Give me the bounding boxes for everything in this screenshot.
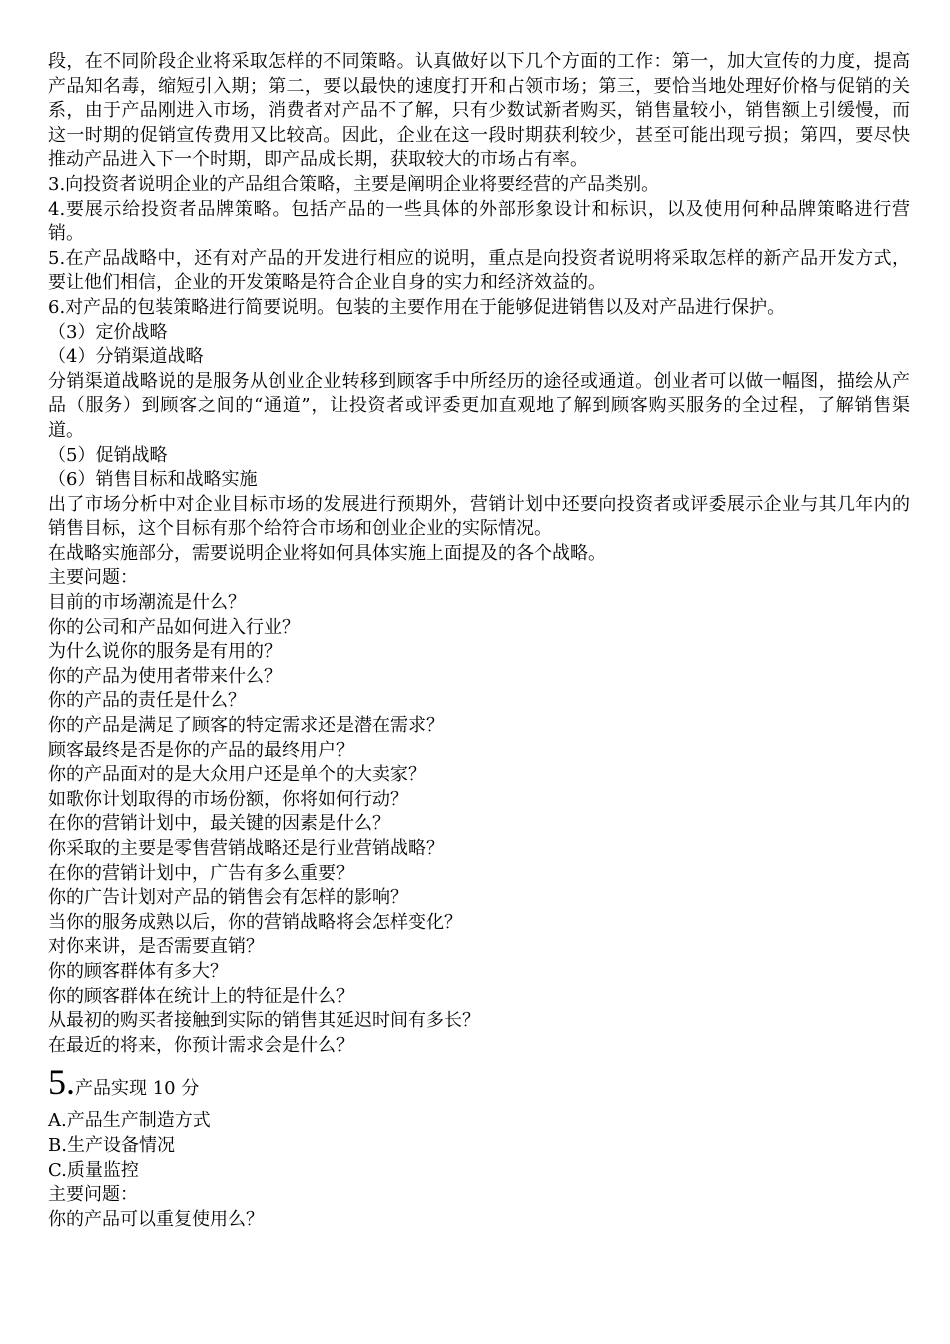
list-item: 你的顾客群体在统计上的特征是什么？ [48, 985, 354, 1007]
list-item: 在你的营销计划中，广告有多么重要？ [48, 862, 354, 884]
list-item: 顾客最终是否是你的产品的最终用户？ [48, 739, 354, 761]
document-page [48, 50, 910, 1232]
list-item: 当你的服务成熟以后，你的营销战略将会怎样变化？ [48, 911, 462, 933]
distribution-paragraph: 分销渠道战略说的是服务从创业企业转移到顾客手中所经历的途径或通道。创业者可以做一幅图，描绘从产品（服务）到顾客之间的“通道”，让投资者或评委更加直观地了解到顾客购买服务的全过程，了解销售渠道。 [48, 370, 910, 441]
sales-target-paragraph: 出了市场分析中对企业目标市场的发展进行预期外，营销计划中还要向投资者或评委展示企业与其几年内的销售目标，这个目标有那个给符合市场和创业企业的实际情况。 [48, 493, 910, 540]
strategy-item-6: 6.对产品的包装策略进行简要说明。包装的主要作用在于能够促进销售以及对产品进行保护。 [48, 296, 786, 318]
list-item: 你的产品可以重复使用么？ [48, 1208, 264, 1230]
strategy-item-4: 4.要展示给投资者品牌策略。包括产品的一些具体的外部形象设计和标识，以及使用何种品牌策略进行营销。 [48, 198, 910, 245]
strategy-item-5: 5.在产品战略中，还有对产品的开发进行相应的说明，重点是向投资者说明将采取怎样的新产品开发方式，要让他们相信，企业的开发策略是符合企业自身的实力和经济效益的。 [48, 247, 910, 294]
strategy-item-3: 3.向投资者说明企业的产品组合策略，主要是阐明企业将要经营的产品类别。 [48, 173, 660, 195]
section-5-main-questions-label: 主要问题： [48, 1184, 138, 1206]
list-item: 你的顾客群体有多大？ [48, 960, 228, 982]
list-item: 为什么说你的服务是有用的？ [48, 641, 282, 663]
questions-list [48, 591, 910, 1058]
list-item: 从最初的购买者接触到实际的销售其延迟时间有多长？ [48, 1010, 480, 1032]
section-5-item-b: B.生产设备情况 [48, 1134, 175, 1156]
section-5-item-a: A.产品生产制造方式 [48, 1110, 211, 1132]
heading-distribution: （4）分销渠道战略 [48, 346, 204, 368]
heading-pricing: （3）定价战略 [48, 321, 168, 343]
list-item: 目前的市场潮流是什么？ [48, 592, 246, 614]
list-item: 在你的营销计划中，最关键的因素是什么？ [48, 813, 390, 835]
list-item: 你采取的主要是零售营销战略还是行业营销战略？ [48, 838, 444, 859]
heading-promotion: （5）促销战略 [48, 444, 168, 466]
list-item: 你的公司和产品如何进入行业？ [48, 616, 300, 638]
list-item: 你的广告计划对产品的销售会有怎样的影响？ [48, 887, 408, 909]
list-item: 在最近的将来，你预计需求会是什么？ [48, 1034, 354, 1056]
section-5-item-c: C.质量监控 [48, 1159, 139, 1181]
heading-sales-target: （6）销售目标和战略实施 [48, 469, 258, 491]
list-item: 如歌你计划取得的市场份额，你将如何行动？ [48, 788, 408, 810]
list-item: 你的产品是满足了顾客的特定需求还是潜在需求？ [48, 715, 444, 737]
list-item: 对你来讲，是否需要直销？ [48, 936, 264, 958]
list-item: 你的产品为使用者带来什么？ [48, 665, 282, 687]
strategy-implementation-paragraph: 在战略实施部分，需要说明企业将如何具体实施上面提及的各个战略。 [48, 542, 606, 564]
main-questions-label: 主要问题： [48, 567, 138, 589]
section-5-heading [48, 1062, 910, 1109]
section-5-number: 5. [48, 1062, 75, 1103]
intro-paragraph: 段，在不同阶段企业将采取怎样的不同策略。认真做好以下几个方面的工作：第一，加大宣传的力度，提高产品知名毒，缩短引入期；第二，要以最快的速度打开和占领市场；第三，要恰当地处理好价格与促销的关系，由于产品刚进入市场，消费者对产品不了解，只有少数试新者购买，销售量较小，销售额上引缓慢，而这一时期的促销宣传费用又比较高。因此，企业在这一段时期获利较少，甚至可能出现亏损；第四，要尽快推动产品进入下一个时期，即产品成长期，获取较大的市场占有率。 [48, 51, 910, 171]
list-item: 你的产品面对的是大众用户还是单个的大卖家？ [48, 764, 426, 786]
section-5-title: 产品实现 10 分 [75, 1078, 200, 1100]
list-item: 你的产品的责任是什么？ [48, 690, 246, 712]
